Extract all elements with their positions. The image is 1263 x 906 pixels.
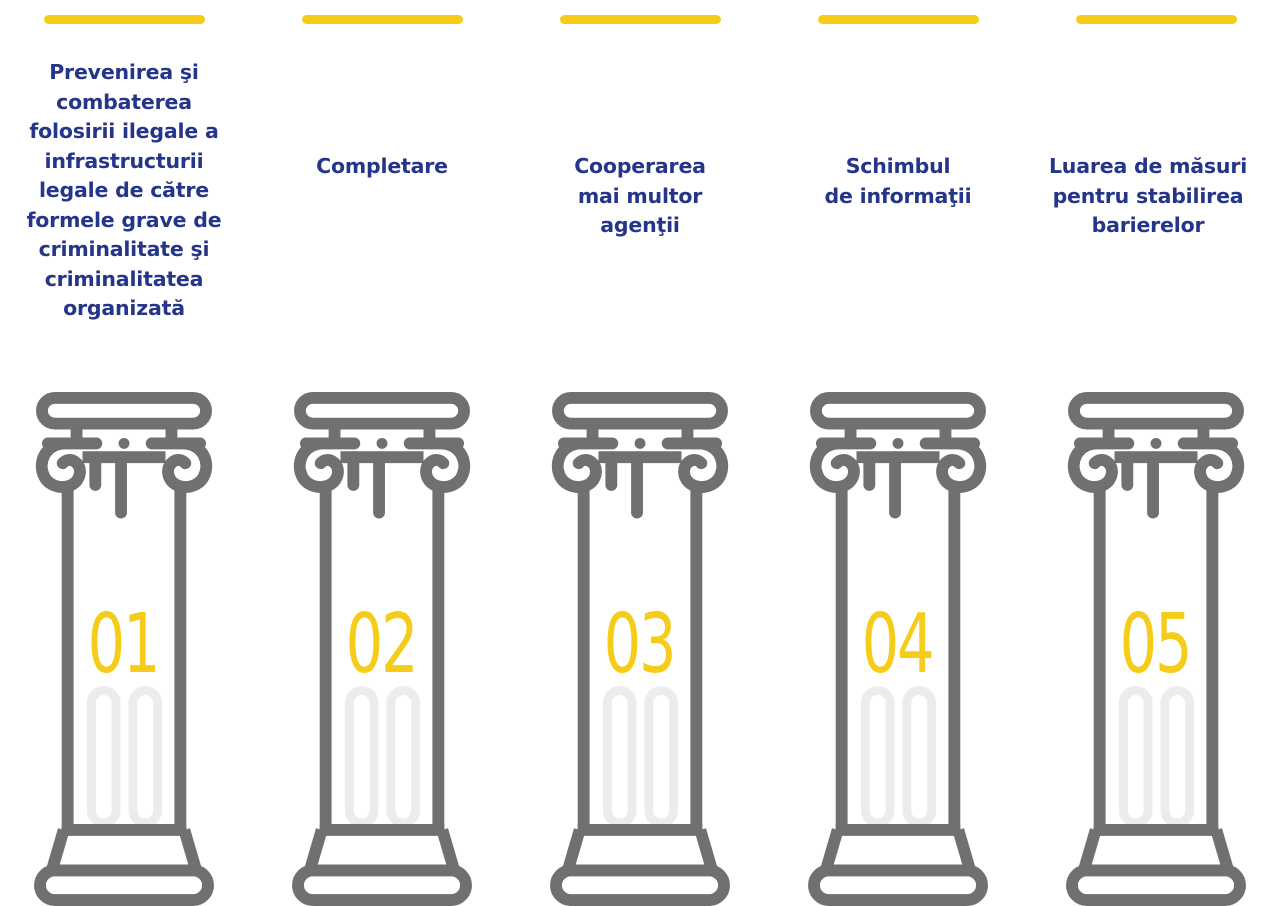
pillar-title: Completare <box>316 154 448 178</box>
pillar-column-05 <box>1032 0 1263 906</box>
yellow-accent-bar <box>1076 15 1237 24</box>
pillar-column-04 <box>774 0 1014 906</box>
pillar-title-box <box>0 58 248 358</box>
pillar-number: 04 <box>861 597 933 692</box>
yellow-accent-bar <box>302 15 463 24</box>
pillar-number: 01 <box>87 597 159 692</box>
yellow-accent-bar <box>44 15 205 24</box>
yellow-accent-bar <box>560 15 721 24</box>
pillar-number: 02 <box>345 597 417 692</box>
pillar-title: Schimbul de informaţii <box>824 154 972 208</box>
pillar-title: Prevenirea şi combaterea folosirii ilegale a infrastructurii legale de către formele grave de criminalitate şi criminalitatea organizată <box>26 60 222 320</box>
pillar-title: Luarea de măsuri pentru stabilirea barierelor <box>1048 154 1248 237</box>
pillar-column-02 <box>258 0 498 906</box>
pillar-title: Cooperarea mai multor agenţii <box>574 154 706 237</box>
yellow-accent-bar <box>818 15 979 24</box>
pillar-number: 03 <box>603 597 675 692</box>
pillar-column-03 <box>516 0 756 906</box>
pillar-column-01 <box>0 0 240 906</box>
pillar-number: 05 <box>1119 597 1191 692</box>
